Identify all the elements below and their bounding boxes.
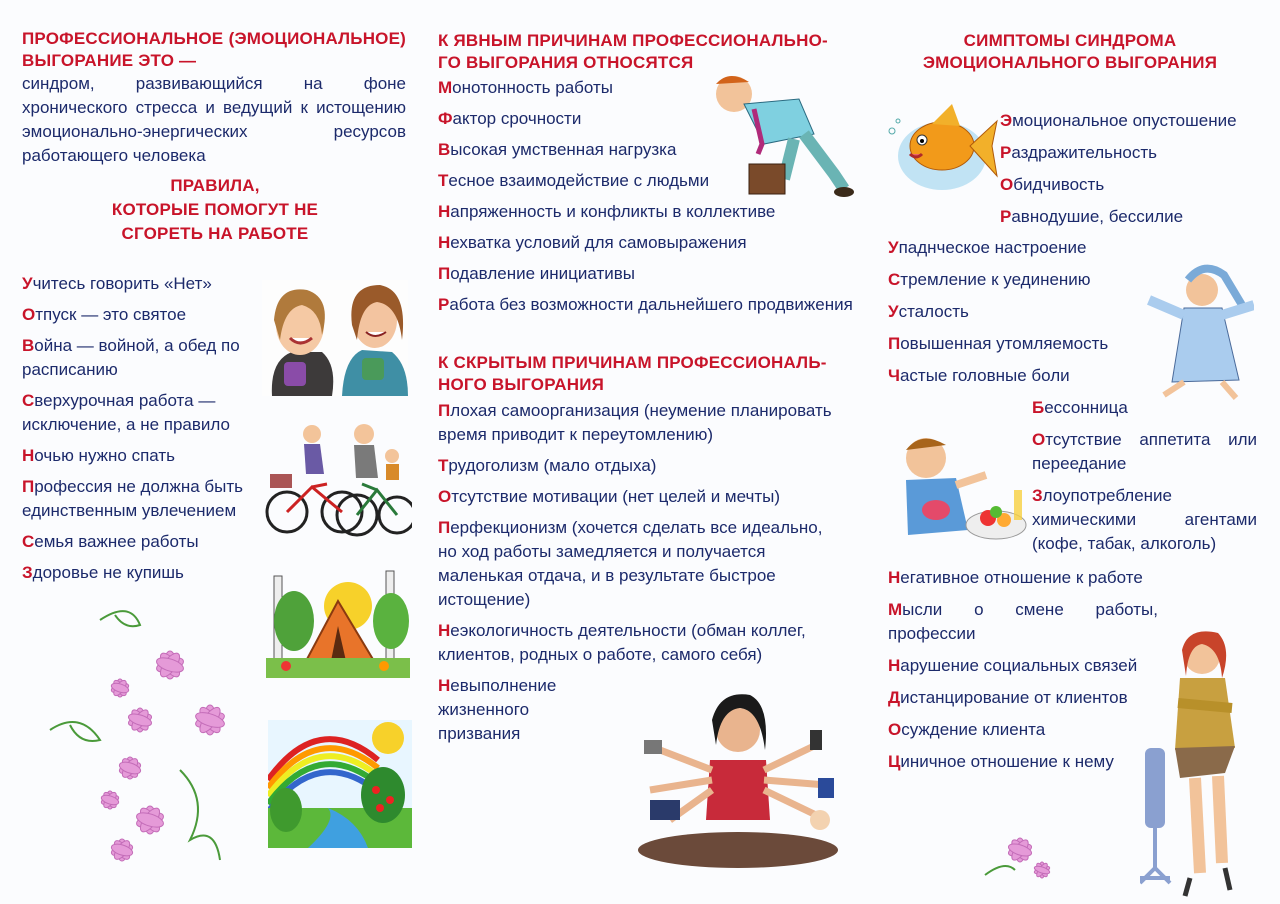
rules-title-line: ПРАВИЛА, <box>170 176 260 195</box>
initial-letter: З <box>1032 486 1043 505</box>
item-text: сталость <box>898 302 969 321</box>
symptom-item <box>888 718 1158 742</box>
symptom-item <box>888 364 1168 388</box>
seated-woman-illustration <box>1140 628 1244 900</box>
rule-item <box>22 530 262 554</box>
item-text: овышенная утомляемость <box>900 334 1109 353</box>
sleepy-man-illustration <box>1144 260 1254 400</box>
initial-letter: Ч <box>888 366 900 385</box>
hidden-cause-item <box>438 516 843 612</box>
initial-letter: Т <box>438 171 449 190</box>
initial-letter: С <box>22 532 35 551</box>
hidden-cause-item <box>438 674 593 746</box>
item-text: иничное отношение к нему <box>900 752 1114 771</box>
symptoms-list-c <box>1032 396 1257 564</box>
initial-letter: Р <box>438 295 450 314</box>
initial-letter: Н <box>438 676 451 695</box>
symptom-item <box>1032 428 1257 476</box>
initial-letter: Н <box>438 202 451 221</box>
rule-item <box>22 334 262 382</box>
symptoms-list-b <box>888 236 1168 396</box>
symptom-item <box>888 750 1158 774</box>
flowers-decoration <box>980 820 1060 890</box>
flowers-decoration <box>40 580 260 880</box>
initial-letter: Ф <box>438 109 453 128</box>
rule-item <box>22 303 262 327</box>
item-text: ысокая умственная нагрузка <box>450 140 677 159</box>
item-text: тсутствие мотивации (нет целей и мечты) <box>451 487 781 506</box>
initial-letter: Т <box>438 456 449 475</box>
rules-title-line: КОТОРЫЕ ПОМОГУТ НЕ <box>111 200 319 219</box>
initial-letter: В <box>438 140 451 159</box>
symptom-item <box>1000 109 1280 133</box>
initial-letter: О <box>888 720 902 739</box>
column-symptoms <box>860 0 1280 904</box>
symptom-item <box>888 654 1158 678</box>
symptom-item <box>1000 205 1280 229</box>
item-text: астые головные боли <box>899 366 1070 385</box>
cycling-family-illustration <box>262 412 412 538</box>
symptom-item <box>888 236 1168 260</box>
initial-letter: С <box>888 270 901 289</box>
sad-goldfish-illustration <box>882 96 1000 196</box>
initial-letter: У <box>888 238 899 257</box>
initial-letter: П <box>22 477 35 496</box>
initial-letter: У <box>888 302 899 321</box>
symptom-item <box>888 566 1158 590</box>
hidden-cause-item <box>438 399 843 447</box>
rule-item <box>22 475 262 523</box>
rules-list <box>22 272 262 592</box>
item-text: лоупотребление химическими агентами (кофе, табак, алкоголь) <box>1032 486 1257 553</box>
symptoms-title: СИМПТОМЫ СИНДРОМА ЭМОЦИОНАЛЬНОГО ВЫГОРАНИЯ <box>922 31 1218 72</box>
item-text: онотонность работы <box>452 78 613 97</box>
item-text: суждение клиента <box>901 720 1046 739</box>
symptom-item <box>1032 484 1257 556</box>
initial-letter: П <box>888 334 901 353</box>
rainbow-landscape-illustration <box>268 720 412 848</box>
item-text: авнодушие, бессилие <box>1011 207 1184 226</box>
rule-item <box>22 389 262 437</box>
item-text: читесь говорить «Нет» <box>32 274 212 293</box>
symptom-item <box>888 268 1168 292</box>
initial-letter: М <box>888 600 903 619</box>
initial-letter: Н <box>438 233 451 252</box>
initial-letter: З <box>22 563 33 582</box>
item-text: рудоголизм (мало отдыха) <box>448 456 657 475</box>
item-text: тсутствие аппетита или переедание <box>1032 430 1257 473</box>
initial-letter: Ц <box>888 752 901 771</box>
item-text: еэкологичность деятельности (обман коллег, клиентов, родных о работе, самого себя) <box>438 621 806 664</box>
item-text: есное взаимодействие с людьми <box>448 171 710 190</box>
initial-letter: В <box>22 336 35 355</box>
initial-letter: Д <box>888 688 901 707</box>
item-text: ессонница <box>1044 398 1128 417</box>
camping-tent-illustration <box>266 566 410 678</box>
symptom-item <box>1000 141 1280 165</box>
symptom-item <box>888 686 1158 710</box>
hidden-cause-item <box>438 485 843 509</box>
symptom-item <box>888 332 1168 356</box>
initial-letter: О <box>438 487 452 506</box>
initial-letter: Н <box>888 656 901 675</box>
item-text: паднческое настроение <box>898 238 1087 257</box>
explicit-cause-item <box>438 231 858 255</box>
explicit-cause-item <box>438 262 858 286</box>
explicit-causes-title: К ЯВНЫМ ПРИЧИНАМ ПРОФЕССИОНАЛЬНО-ГО ВЫГОРАНИЯ ОТНОСЯТСЯ <box>438 31 828 72</box>
item-text: очью нужно спать <box>34 446 175 465</box>
item-text: апряженность и конфликты в коллективе <box>450 202 776 221</box>
item-text: арушение социальных связей <box>900 656 1138 675</box>
item-text: егативное отношение к работе <box>900 568 1143 587</box>
definition-body: синдром, развивающийся на фоне хронического стресса и ведущий к истощению эмоционально-энергических ресурсов работающего человека <box>22 74 406 165</box>
item-text: истанцирование от клиентов <box>900 688 1128 707</box>
item-text: абота без возможности дальнейшего продвижения <box>449 295 853 314</box>
item-text: ысли о смене работы, профессии <box>888 600 1158 643</box>
initial-letter: Э <box>1000 111 1013 130</box>
item-text: тпуск — это святое <box>35 305 187 324</box>
explicit-cause-item <box>438 293 858 317</box>
item-text: моциональное опустошение <box>1012 111 1237 130</box>
tired-worker-illustration <box>704 64 854 204</box>
item-text: рофессия не должна быть единственным увлечением <box>22 477 244 520</box>
initial-letter: О <box>1032 430 1046 449</box>
initial-letter: П <box>438 518 451 537</box>
item-text: ойна — войной, а обед по расписанию <box>22 336 240 379</box>
item-text: доровье не купишь <box>32 563 184 582</box>
item-text: бидчивость <box>1013 175 1105 194</box>
initial-letter: С <box>22 391 35 410</box>
initial-letter: О <box>22 305 36 324</box>
initial-letter: Б <box>1032 398 1045 417</box>
column-causes <box>420 0 860 904</box>
initial-letter: П <box>438 264 451 283</box>
item-text: лохая самоорганизация (неумение планировать время приводит к переутомлению) <box>438 401 832 444</box>
rules-title <box>40 174 390 246</box>
symptom-item <box>1000 173 1280 197</box>
item-text: аздражительность <box>1011 143 1157 162</box>
item-text: емья важнее работы <box>34 532 199 551</box>
initial-letter: Н <box>888 568 901 587</box>
symptoms-list-d <box>888 566 1158 782</box>
item-text: актор срочности <box>452 109 582 128</box>
hidden-cause-item <box>438 454 843 478</box>
rule-item <box>22 272 262 296</box>
item-text: тремление к уединению <box>900 270 1091 289</box>
item-text: верхурочная работа — исключение, а не правило <box>22 391 230 434</box>
initial-letter: М <box>438 78 453 97</box>
initial-letter: Р <box>1000 207 1012 226</box>
item-text: евыполнение жизненного призвания <box>438 676 557 743</box>
item-text: ехватка условий для самовыражения <box>450 233 747 252</box>
rule-item <box>22 444 262 468</box>
symptoms-list-a <box>1000 109 1280 237</box>
symptom-item <box>888 300 1168 324</box>
hidden-cause-item <box>438 619 838 667</box>
women-drinking-tea-illustration <box>262 280 408 396</box>
initial-letter: О <box>1000 175 1014 194</box>
item-text: одавление инициативы <box>450 264 635 283</box>
rules-title-line: СГОРЕТЬ НА РАБОТЕ <box>121 224 309 243</box>
multitasking-woman-illustration <box>620 690 856 870</box>
initial-letter: П <box>438 401 451 420</box>
initial-letter: Р <box>1000 143 1012 162</box>
initial-letter: Н <box>22 446 35 465</box>
definition-head: ПРОФЕССИОНАЛЬНОЕ (ЭМОЦИОНАЛЬНОЕ) ВЫГОРАНИЕ ЭТО — <box>22 29 406 70</box>
item-text: ерфекционизм (хочется сделать все идеально, но ход работы замедляется и получается маленькая отдача, и в результате быстрое истощение) <box>438 518 823 609</box>
man-refusing-food-illustration <box>896 430 1032 548</box>
symptom-item <box>888 598 1158 646</box>
definition-paragraph <box>22 28 406 168</box>
column-definition-rules <box>0 0 420 904</box>
hidden-causes-title: К СКРЫТЫМ ПРИЧИНАМ ПРОФЕССИОНАЛЬ-НОГО ВЫГОРАНИЯ <box>438 353 827 394</box>
initial-letter: Н <box>438 621 451 640</box>
initial-letter: У <box>22 274 33 293</box>
